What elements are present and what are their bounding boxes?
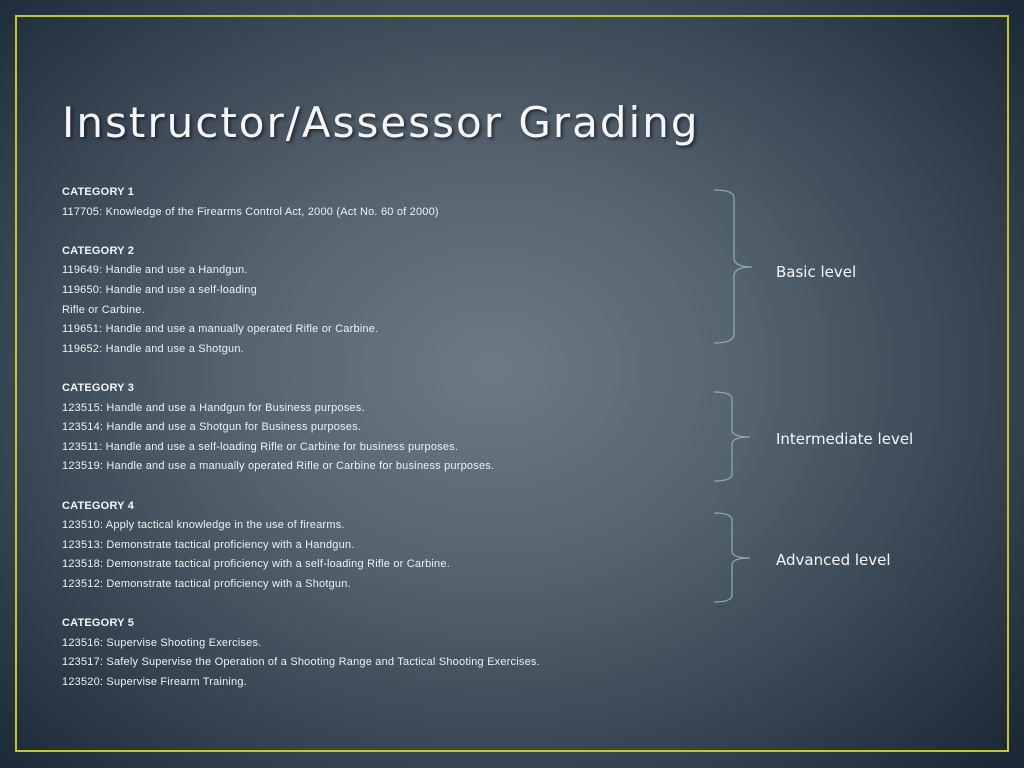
spacer xyxy=(62,477,682,497)
category-item: 123512: Demonstrate tactical proficiency with a Shotgun. xyxy=(62,577,351,590)
level-label-advanced: Advanced level xyxy=(776,551,891,569)
category-item: 123513: Demonstrate tactical proficiency with a Handgun. xyxy=(62,538,355,551)
spacer xyxy=(62,359,682,379)
category-item: 123514: Handle and use a Shotgun for Business purposes. xyxy=(62,421,362,434)
spacer xyxy=(62,594,682,614)
category-item: 123516: Supervise Shooting Exercises. xyxy=(62,636,262,649)
spacer xyxy=(62,222,682,242)
category-heading: CATEGORY 5 xyxy=(62,617,135,630)
category-item: 119652: Handle and use a Shotgun. xyxy=(62,342,244,355)
category-item: 123510: Apply tactical knowledge in the use of firearms. xyxy=(62,519,345,532)
category-list xyxy=(62,183,682,692)
category-item: 123520: Supervise Firearm Training. xyxy=(62,675,247,688)
right-curly-brace-icon xyxy=(712,390,756,483)
right-curly-brace-icon xyxy=(712,188,756,346)
category-item: 119649: Handle and use a Handgun. xyxy=(62,264,248,277)
category-item: 123518: Demonstrate tactical proficiency with a self-loading Rifle or Carbine. xyxy=(62,558,450,571)
category-heading: CATEGORY 4 xyxy=(62,499,135,512)
right-curly-brace-icon xyxy=(712,511,756,604)
level-label-basic: Basic level xyxy=(776,263,857,281)
slide-title: Instructor/Assessor Grading xyxy=(62,98,700,147)
category-item: 123517: Safely Supervise the Operation of a Shooting Range and Tactical Shooting Exercises. xyxy=(62,656,540,669)
level-label-intermediate: Intermediate level xyxy=(776,430,914,448)
category-item: 123511: Handle and use a self-loading Rifle or Carbine for business purposes. xyxy=(62,440,459,453)
category-heading: CATEGORY 3 xyxy=(62,381,135,394)
category-heading: CATEGORY 1 xyxy=(62,186,135,198)
category-item: 123519: Handle and use a manually operated Rifle or Carbine for business purposes. xyxy=(62,460,495,473)
category-item: 123515: Handle and use a Handgun for Business purposes. xyxy=(62,401,365,414)
category-heading: CATEGORY 2 xyxy=(62,244,135,257)
category-item: 119650: Handle and use a self-loading xyxy=(62,283,257,296)
category-item: 119651: Handle and use a manually operated Rifle or Carbine. xyxy=(62,323,379,336)
category-item: Rifle or Carbine. xyxy=(62,303,145,316)
category-item: 117705: Knowledge of the Firearms Control Act, 2000 (Act No. 60 of 2000) xyxy=(62,205,439,218)
